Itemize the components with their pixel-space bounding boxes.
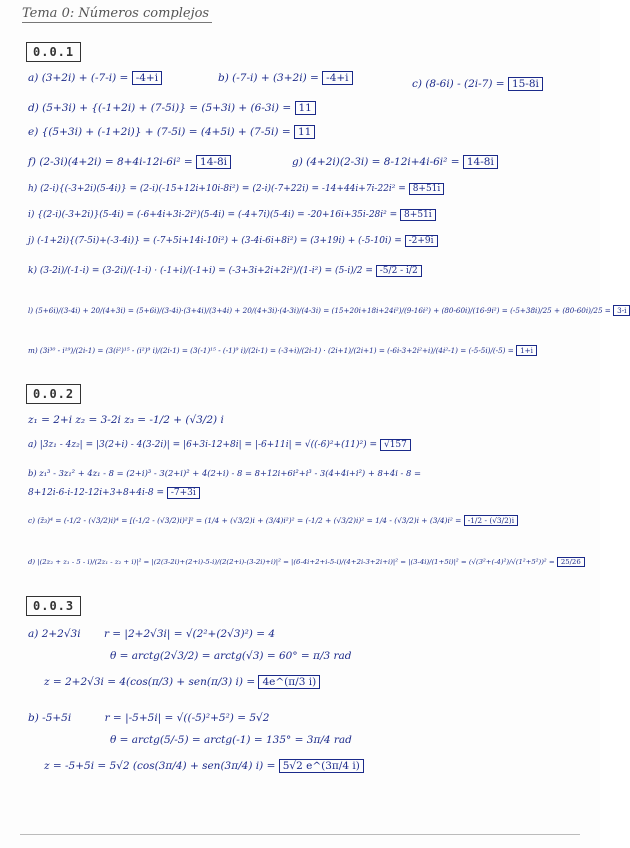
exercise-2c [28,516,518,525]
exercise-2a-answer: √157 [380,439,411,451]
exercise-2d-expr: d) |(2z₂ + z₁ - 5 - i)/(2z₁ - z₂ + i)|² = |(2(3-2i)+(2+i)-5-i)/(2(2+i)-(3-2i)+i)|² = |(6-4i+2+i-5-i)/(4+2i-3+2i+i)|² = |(3-4i)/(1+5i)|² = (√(3²+(-4)²)/√(1²+5²))² = [28,558,555,566]
exercise-e [28,126,315,138]
exercise-h [28,184,444,194]
exercise-d-answer: 11 [295,101,316,115]
exercise-e-expr: e) {(5+3i) + (-1+2i)} + (7-5i) = (4+5i) + (7-5i) = [28,126,291,138]
exercise-a-answer: -4+i [132,71,162,85]
exercise-3a-polar: z = 2+2√3i = 4(cos(π/3) + sen(π/3) i) = [44,676,256,688]
exercise-3b-expr: b) -5+5i [28,712,72,724]
exercise-3a-modulus: r = |2+2√3i| = √(2²+(2√3)²) = 4 [103,628,276,640]
exercise-3a-line1 [28,628,275,640]
exercise-3b-modulus: r = |-5+5i| = √((-5)²+5²) = 5√2 [104,712,270,724]
exercise-2a-expr: a) |3z₁ - 4z₂| = |3(2+i) - 4(3-2i)| = |6+3i-12+8i| = |-6+11i| = √((-6)²+(11)²) = [28,440,378,450]
exercise-2d [28,558,585,566]
exercise-c [412,78,543,90]
exercise-2c-expr: c) (z̄₃)⁴ = (-1/2 - (√3/2)i)⁴ = [(-1/2 - (√3/2)i)²]² = (1/4 + (√3/2)i + (3/4)i²)² = (-1/2 + (√3/2)i)² = 1/4 - (√3/2)i + (3/4)i² = [28,516,462,525]
exercise-j [28,236,438,246]
exercise-2c-answer: -1/2 - (√3/2)i [464,515,518,526]
exercise-a-expr: a) (3+2i) + (-7-i) = [28,72,129,84]
exercise-f [28,156,231,168]
exercise-h-answer: 8+51i [409,183,445,195]
exercise-l-expr: l) (5+6i)/(3-4i) + 20/(4+3i) = (5+6i)/(3-4i)·(3+4i)/(3+4i) + 20/(4+3i)·(4-3i)/(4-3i) = (15+20i+18i+24i²)/(9-16i²) + (80-60i)/(16-9i²) = (-5+38i)/25 + (80-60i)/25 = [28,306,611,315]
section-label-002: 0.0.2 [26,384,81,404]
exercise-2b-expr: 8+12i-6-i-12-12i+3+8+4i-8 = [28,488,164,498]
exercise-f-expr: f) (2-3i)(4+2i) = 8+4i-12i-6i² = [28,156,193,168]
exercise-3b-line3 [44,760,364,772]
exercise-i-expr: i) {(2-i)(-3+2i)}(5-4i) = (-6+4i+3i-2i²)(5-4i) = (-4+7i)(5-4i) = -20+16i+35i-28i² = [28,210,398,220]
exercise-3a-answer: 4e^(π/3 i) [258,675,320,689]
exercise-b [218,72,353,84]
exercise-3b-line1 [28,712,269,724]
exercise-k-answer: -5/2 - i/2 [376,265,422,277]
exercise-m [28,346,537,355]
exercise-2b-line2 [28,488,200,498]
exercise-e-answer: 11 [294,125,315,139]
exercise-i-answer: 8+51i [400,209,436,221]
exercise-a [28,72,162,84]
exercise-k-expr: k) (3-2i)/(-1-i) = (3-2i)/(-1-i) · (-1+i)/(-1+i) = (-3+3i+2i+2i²)/(1-i²) = (5-i)/2 = [28,266,373,276]
exercise-j-answer: -2+9i [405,235,438,247]
exercise-3b-polar: z = -5+5i = 5√2 (cos(3π/4) + sen(3π/4) i) = [44,760,276,772]
exercise-c-expr: c) (8-6i) - (2i-7) = [412,78,505,90]
exercise-m-expr: m) (3i³⁰ - i¹⁹)/(2i-1) = (3(i²)¹⁵ - (i²)⁹ i)/(2i-1) = (3(-1)¹⁵ - (-1)⁹ i)/(2i-1) = (-3+i)/(2i-1) · (2i+1)/(2i+1) = (-6i-3+2i²+i)/(4i²-1) = (-5-5i)/(-5) = [28,346,514,355]
exercise-3a-angle: θ = arctg(2√3/2) = arctg(√3) = 60° = π/3 rad [110,650,352,662]
exercise-2a [28,440,411,450]
section-label-001: 0.0.1 [26,42,81,62]
page-bottom-rule [20,834,580,835]
exercise-c-answer: 15-8i [508,77,543,91]
exercise-3b-angle: θ = arctg(5/-5) = arctg(-1) = 135° = 3π/4 rad [110,734,352,746]
exercise-3b-answer: 5√2 e^(3π/4 i) [279,759,364,773]
exercise-d [28,102,316,114]
section-label-003: 0.0.3 [26,596,81,616]
exercise-m-answer: 1+i [516,345,537,356]
exercise-g-expr: g) (4+2i)(2-3i) = 8-12i+4i-6i² = [292,156,460,168]
exercise-2b-line1: b) z₁³ - 3z₁² + 4z₁ - 8 = (2+i)³ - 3(2+i)² + 4(2+i) - 8 = 8+12i+6i²+i³ - 3(4+4i+i²) + 8+4i - 8 = [28,468,422,478]
page-title: Tema 0: Números complejos [22,6,210,21]
exercise-2d-answer: 25/26 [557,557,585,567]
exercise-j-expr: j) (-1+2i){(7-5i)+(-3-4i)} = (-7+5i+14i-10i²) + (3-4i-6i+8i²) = (3+19i) + (-5-10i) = [28,236,402,246]
exercise-k [28,266,422,276]
exercise-2b-answer: -7+3i [167,487,200,499]
exercise-l [28,306,630,315]
exercise-b-answer: -4+i [322,71,352,85]
exercise-3a-expr: a) 2+2√3i [28,628,81,640]
exercise-i [28,210,436,220]
exercise-g [292,156,498,168]
exercise-g-answer: 14-8i [463,155,498,169]
definitions-z: z₁ = 2+i z₂ = 3-2i z₃ = -1/2 + (√3/2) i [28,414,224,426]
title-underline [22,22,212,23]
exercise-3a-line3 [44,676,320,688]
exercise-d-expr: d) (5+3i) + {(-1+2i) + (7-5i)} = (5+3i) + (6-3i) = [28,102,292,114]
exercise-l-answer: 3-i [613,305,630,316]
exercise-b-expr: b) (-7-i) + (3+2i) = [218,72,319,84]
exercise-h-expr: h) (2-i){(-3+2i)(5-4i)} = (2-i)(-15+12i+10i-8i²) = (2-i)(-7+22i) = -14+44i+7i-22i² = [28,184,406,194]
exercise-f-answer: 14-8i [196,155,231,169]
